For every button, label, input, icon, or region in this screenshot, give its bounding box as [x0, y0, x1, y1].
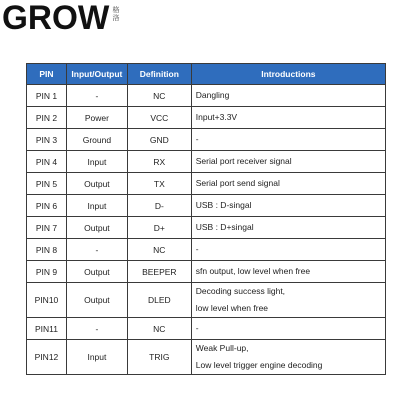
- logo-subtext: [113, 6, 120, 22]
- introduction-line: -: [195, 244, 199, 254]
- io-cell: Input: [66, 195, 127, 217]
- io-cell: Output: [66, 283, 127, 318]
- pin-cell: PIN11: [27, 318, 67, 340]
- io-cell: Ground: [66, 129, 127, 151]
- introduction-line: USB : D-singal: [195, 200, 252, 210]
- definition-cell: NC: [127, 239, 191, 261]
- logo-sub-char-2: 洛: [112, 14, 120, 22]
- table-row: [27, 107, 386, 129]
- table-row: [27, 85, 386, 107]
- definition-cell: D-: [127, 195, 191, 217]
- introduction-line: sfn output, low level when free: [195, 266, 311, 276]
- introduction-line: low level when free: [195, 303, 269, 313]
- io-cell: Input: [66, 151, 127, 173]
- pin-cell: PIN 4: [27, 151, 67, 173]
- introduction-line: USB : D+singal: [195, 222, 254, 232]
- introduction-line: Weak Pull-up,: [195, 343, 249, 353]
- table-row: [27, 261, 386, 283]
- pin-cell: PIN 9: [27, 261, 67, 283]
- definition-cell: VCC: [127, 107, 191, 129]
- pin-cell: PIN 5: [27, 173, 67, 195]
- definition-cell: DLED: [127, 283, 191, 318]
- introduction-cell: [191, 261, 385, 283]
- introduction-line: Serial port send signal: [195, 178, 280, 188]
- pin-cell: PIN 2: [27, 107, 67, 129]
- pin-cell: PIN 1: [27, 85, 67, 107]
- introduction-line: Serial port receiver signal: [195, 156, 292, 166]
- pin-cell: PIN 8: [27, 239, 67, 261]
- introduction-cell: [191, 107, 385, 129]
- introduction-cell: [191, 217, 385, 239]
- io-cell: Output: [66, 173, 127, 195]
- logo-sub-char-1: 格: [112, 6, 120, 14]
- table-header-row: [27, 64, 386, 85]
- definition-cell: TRIG: [127, 340, 191, 375]
- table-row: [27, 318, 386, 340]
- definition-cell: D+: [127, 217, 191, 239]
- header-pin: PIN: [27, 64, 67, 85]
- io-cell: -: [66, 318, 127, 340]
- io-cell: Output: [66, 217, 127, 239]
- definition-cell: NC: [127, 85, 191, 107]
- logo-text: GROW: [2, 0, 110, 37]
- pin-definition-table: [26, 63, 386, 375]
- introduction-line: Dangling: [195, 90, 230, 100]
- header-definition: Definition: [127, 64, 191, 85]
- definition-cell: RX: [127, 151, 191, 173]
- introduction-cell: [191, 151, 385, 173]
- introduction-cell: [191, 85, 385, 107]
- table-body: [27, 85, 386, 375]
- introduction-cell: [191, 283, 385, 318]
- pin-cell: PIN 6: [27, 195, 67, 217]
- introduction-line: Input+3.3V: [195, 112, 238, 122]
- introduction-line: Decoding success light,: [195, 286, 286, 296]
- grow-logo: [2, 0, 120, 40]
- table-row: [27, 239, 386, 261]
- definition-cell: GND: [127, 129, 191, 151]
- introduction-cell: [191, 239, 385, 261]
- introduction-cell: [191, 340, 385, 375]
- pin-cell: PIN12: [27, 340, 67, 375]
- table-row: [27, 173, 386, 195]
- introduction-cell: [191, 318, 385, 340]
- io-cell: Output: [66, 261, 127, 283]
- table-row: [27, 340, 386, 375]
- table-row: [27, 283, 386, 318]
- io-cell: -: [66, 239, 127, 261]
- table-row: [27, 129, 386, 151]
- io-cell: -: [66, 85, 127, 107]
- introduction-line: Low level trigger engine decoding: [195, 360, 323, 370]
- header-input-output: Input/Output: [66, 64, 127, 85]
- definition-cell: BEEPER: [127, 261, 191, 283]
- introduction-line: -: [195, 323, 199, 333]
- introduction-line: -: [195, 134, 199, 144]
- header-introductions: Introductions: [191, 64, 385, 85]
- pin-cell: PIN10: [27, 283, 67, 318]
- introduction-cell: [191, 195, 385, 217]
- table-row: [27, 217, 386, 239]
- table-row: [27, 151, 386, 173]
- introduction-cell: [191, 129, 385, 151]
- pin-cell: PIN 3: [27, 129, 67, 151]
- definition-cell: NC: [127, 318, 191, 340]
- definition-cell: TX: [127, 173, 191, 195]
- table-row: [27, 195, 386, 217]
- io-cell: Power: [66, 107, 127, 129]
- introduction-cell: [191, 173, 385, 195]
- io-cell: Input: [66, 340, 127, 375]
- pin-cell: PIN 7: [27, 217, 67, 239]
